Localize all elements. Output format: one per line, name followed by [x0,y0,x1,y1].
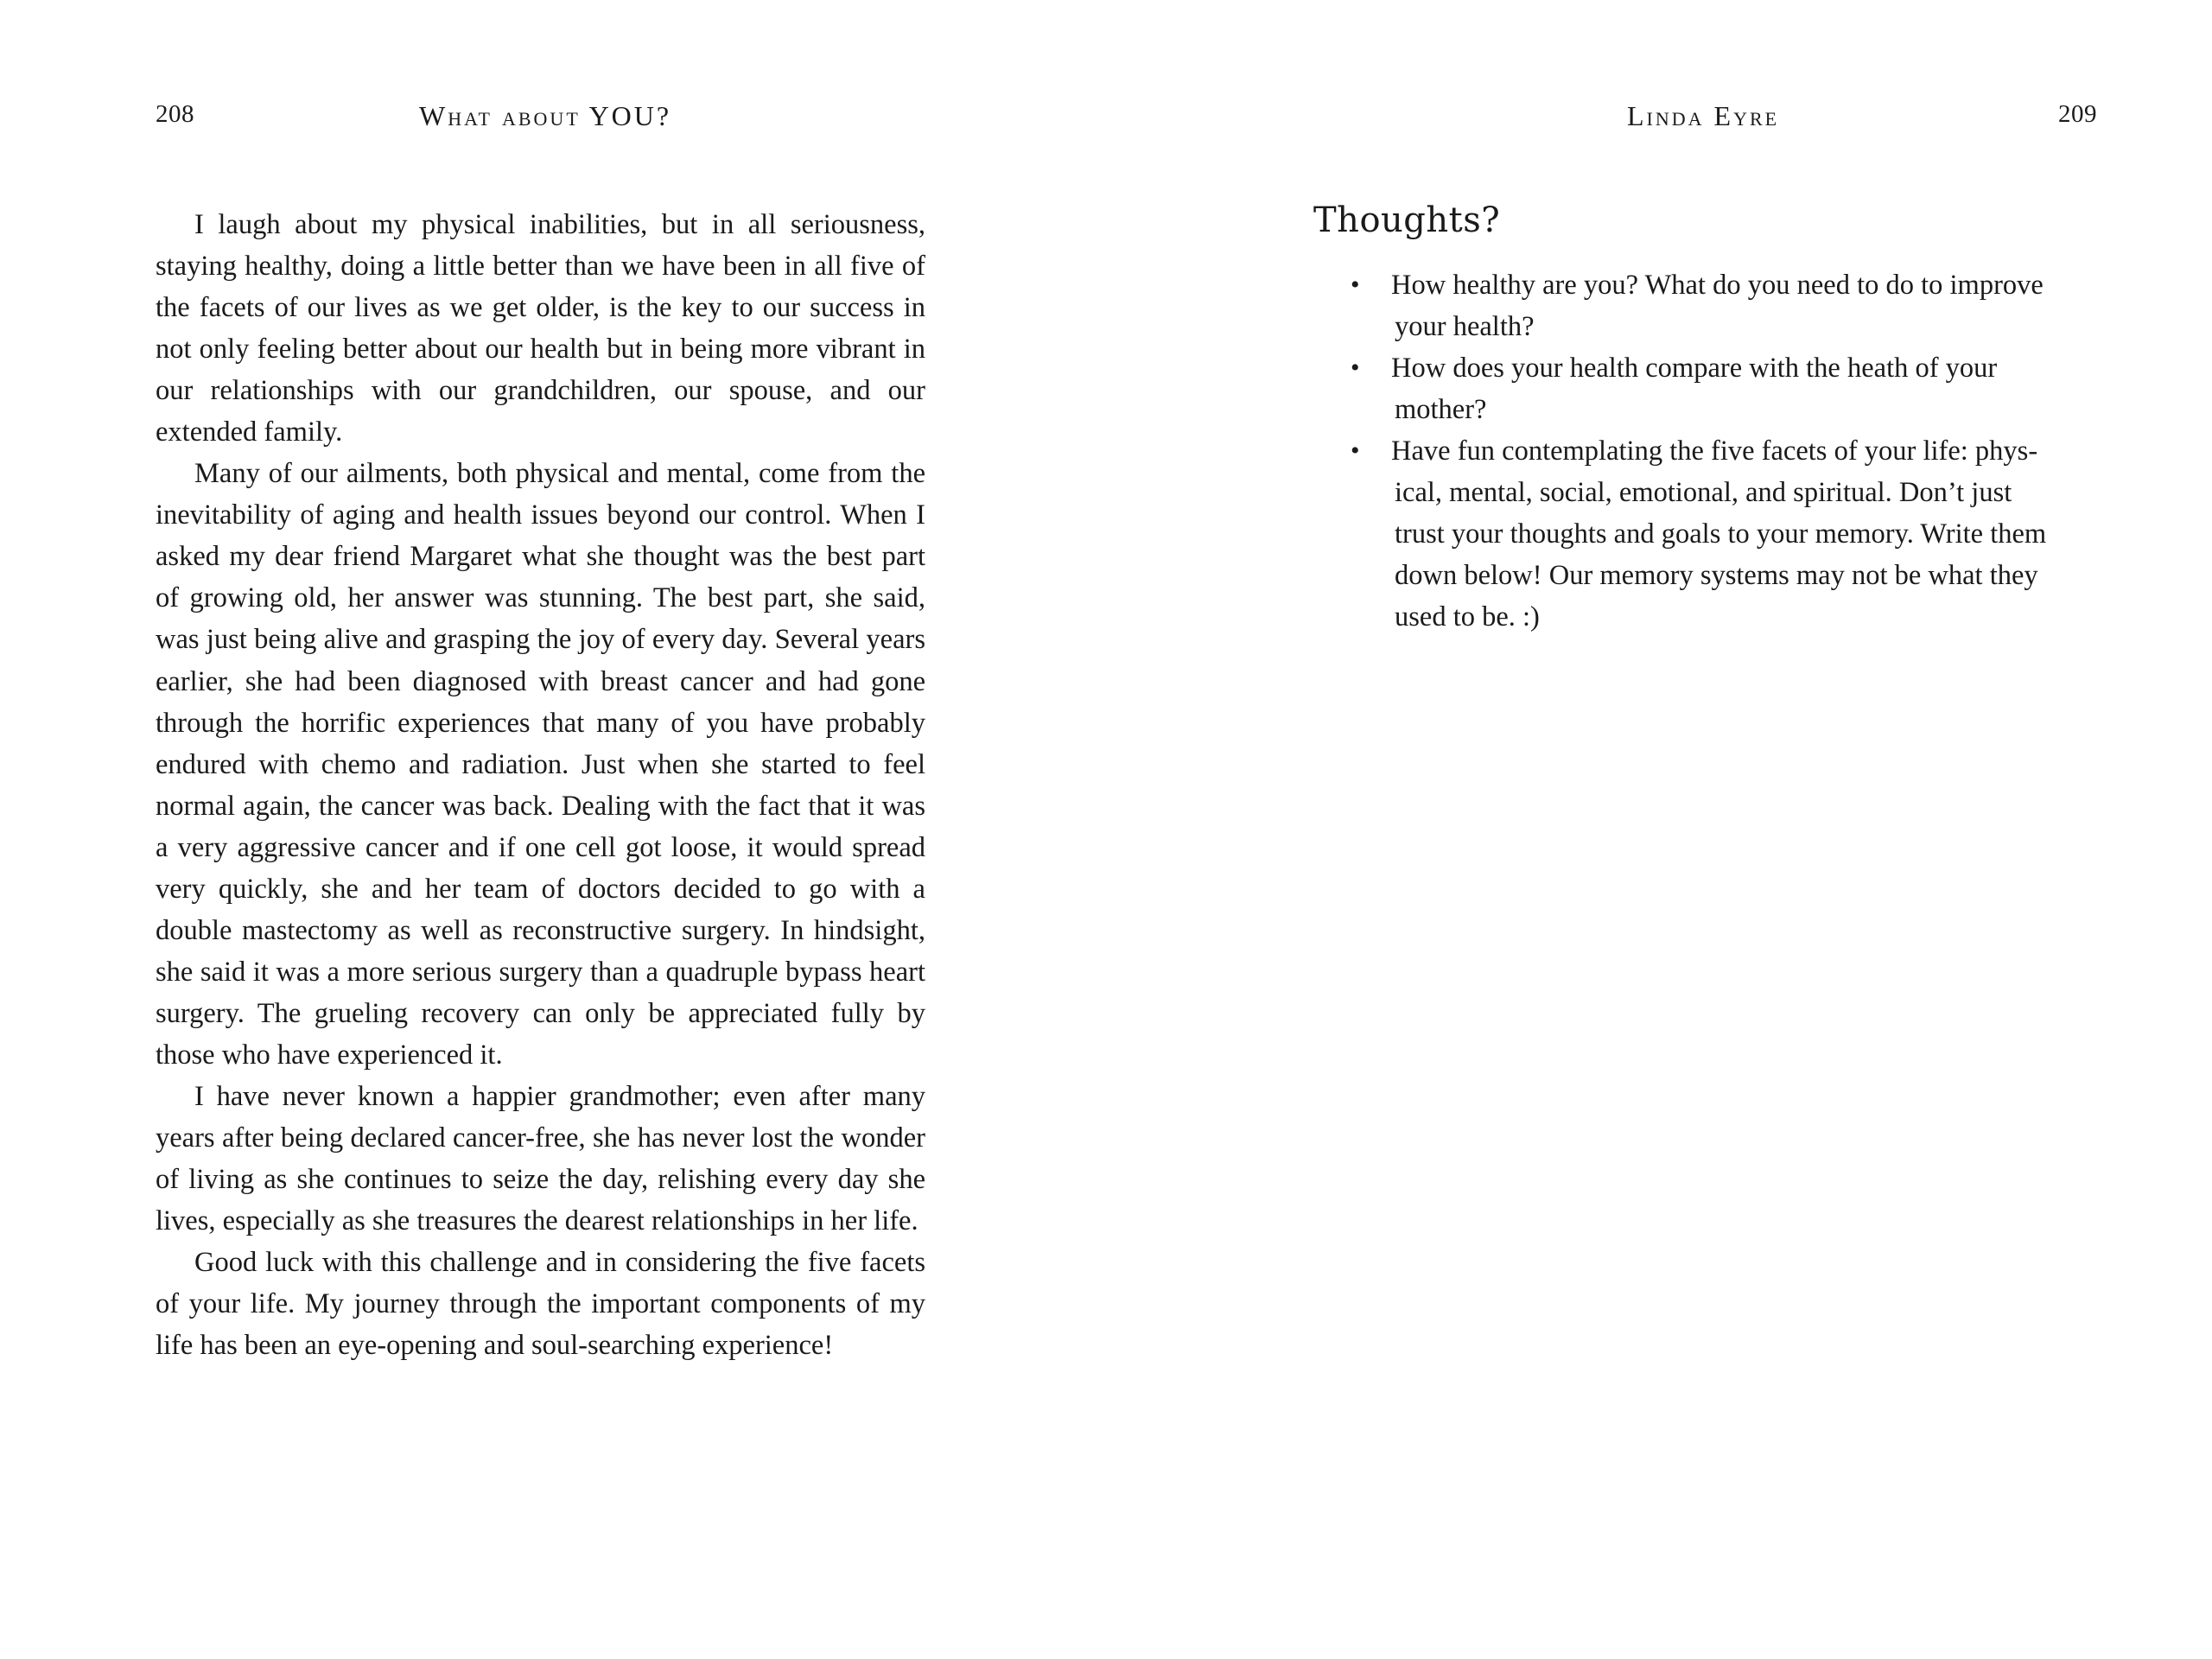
right-page-number: 209 [2058,100,2097,128]
section-heading: Thoughts? [1313,200,1501,240]
paragraph: Many of our ailments, both physical and mental, come from the inevitability of aging and health issues beyond our control. When I asked my dear friend Margaret what she thought was the best part of growing old, her answer was stunning. The best part, she said, was just being alive and grasping the joy of every day. Several years earlier, she had been diagnosed with breast cancer and had gone through the horrific experiences that many of you have probably endured with chemo and radiation. Just when she started to feel normal again, the cancer was back. Dealing with the fact that it was a very aggressive cancer and if one cell got loose, it would spread very quickly, she and her team of doctors decided to go with a double mastectomy as well as reconstructive surgery. In hindsight, she said it was a more serious surgery than a quadruple bypass heart surgery. The grueling recovery can only be appreciated fully by those who have experienced it. [156,458,925,1071]
question-text: How does your health compare with the heath of your mother? [1391,353,1998,425]
list-item [1351,347,2067,430]
paragraph: I have never known a happier grandmother; even after many years after being declared cancer-free, she has never lost the wonder of living as she continues to seize the day, relishing every day she lives, especially as she treasures the dearest relationships in her life. [156,1080,925,1237]
bullet-icon: • [1351,436,1360,465]
right-running-head: Linda Eyre [1627,100,1780,131]
paragraph: I laugh about my physical inabilities, but in all seriousness, staying healthy, doing a little better than we have been in all five of the facets of our lives as we get older, is the key to our success in not only feeling better about our health but in being more vibrant in our relationships with our grandchildren, our spouse, and our extended family. [156,209,925,448]
question-list [1351,264,2067,638]
left-running-head: What about YOU? [419,100,672,131]
left-body-text [156,204,925,1366]
list-item [1351,430,2067,638]
list-item [1351,264,2067,347]
question-text: How healthy are you? What do you need to do to improve your health? [1391,270,2044,342]
left-page-number: 208 [156,100,194,128]
right-page [1106,0,2212,1659]
question-text: Have fun contemplating the five facets of your life: physical, mental, social, emotional, and spiritual. Don’t just trust your thoughts and goals to your memory. Write them down below! Our memory systems may not be what they used to be. :) [1391,435,2047,632]
bullet-icon: • [1351,270,1360,299]
paragraph: Good luck with this challenge and in considering the five facets of your life. My journey through the important components of my life has been an eye-opening and soul-searching experience! [156,1247,925,1362]
bullet-icon: • [1351,353,1360,382]
